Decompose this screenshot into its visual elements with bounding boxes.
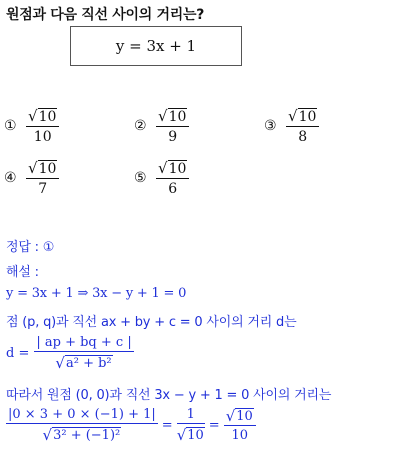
formula-fraction: | ap + bq + c | √ a² + b²	[36, 335, 132, 372]
choice-1[interactable]	[4, 108, 59, 144]
final-computation: |0 × 3 + 0 × (−1) + 1| √ 3² + (−1)² = 1 √ 10 = √ 10 10	[6, 408, 256, 442]
choice-number: ①	[4, 118, 17, 134]
choice-fraction: √ 10 10	[26, 108, 59, 144]
choice-3[interactable]	[264, 108, 319, 144]
formula-lhs: d =	[6, 345, 30, 361]
choice-5[interactable]	[134, 160, 189, 196]
final-fraction-2: 1 √ 10	[176, 407, 204, 444]
explanation-line-2: 점 (p, q)과 직선 ax + by + c = 0 사이의 거리 d는	[6, 315, 297, 330]
final-fraction-3: √ 10 10	[224, 408, 256, 442]
explanation-label: 해설 :	[6, 265, 39, 280]
choice-fraction: √ 10 6	[156, 160, 189, 196]
formula-numerator: | ap + bq + c |	[36, 335, 132, 350]
choice-number: ⑤	[134, 170, 147, 186]
equation-text: y = 3x + 1	[115, 37, 197, 55]
choice-fraction: √ 10 8	[286, 108, 319, 144]
choice-number: ④	[4, 170, 17, 186]
answer-line: 정답 : ①	[6, 240, 55, 255]
explanation-line-1: y = 3x + 1 ⇒ 3x − y + 1 = 0	[6, 286, 187, 301]
formula-denominator: a² + b²	[65, 356, 112, 371]
explanation-line-3: 따라서 원점 (0, 0)과 직선 3x − y + 1 = 0 사이의 거리는	[6, 388, 332, 403]
choice-number: ②	[134, 118, 147, 134]
choice-fraction: √ 10 9	[156, 108, 189, 144]
final-numerator: |0 × 3 + 0 × (−1) + 1|	[8, 407, 156, 422]
choice-4[interactable]	[4, 160, 59, 196]
equation-box	[70, 26, 242, 66]
final-fraction-1: |0 × 3 + 0 × (−1) + 1| √ 3² + (−1)²	[8, 407, 156, 444]
question-text: 원점과 다음 직선 사이의 거리는?	[6, 7, 205, 23]
choice-fraction: √ 10 7	[26, 160, 59, 196]
choice-2[interactable]	[134, 108, 189, 144]
choice-number: ③	[264, 118, 277, 134]
distance-formula	[6, 336, 134, 370]
final-denominator: 3² + (−1)²	[53, 428, 121, 443]
